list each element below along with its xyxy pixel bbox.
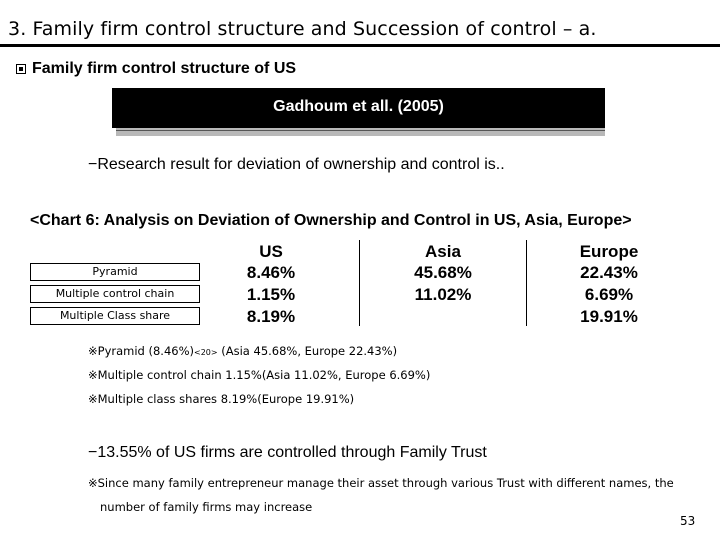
column-divider [359, 240, 360, 326]
cell-chain-us: 1.15% [246, 285, 296, 304]
cell-pyramid-us: 8.46% [246, 263, 296, 282]
cell-class-us: 8.19% [246, 307, 296, 326]
row-label-multiple-control-chain: Multiple control chain [30, 285, 200, 303]
cell-pyramid-asia: 45.68% [414, 263, 472, 282]
page-number: 53 [680, 514, 696, 528]
column-divider [526, 240, 527, 326]
cell-chain-asia: 11.02% [414, 285, 472, 304]
cell-class-europe: 19.91% [580, 307, 638, 326]
column-header-us: US [259, 242, 283, 261]
research-result-point: −Research result for deviation of ownership and control is.. [88, 156, 505, 173]
note-pyramid-text: ※Pyramid (8.46%) [88, 344, 195, 358]
column-header-europe: Europe [579, 242, 639, 261]
trust-note-line2: number of family firms may increase [100, 500, 313, 514]
square-bullet-icon [16, 64, 26, 74]
trust-note-line1: ※Since many family entrepreneur manage their asset through various Trust with different names, the [88, 476, 674, 490]
column-header-asia: Asia [425, 242, 461, 261]
cell-chain-europe: 6.69% [584, 285, 634, 304]
family-trust-point: −13.55% of US firms are controlled through Family Trust [88, 444, 487, 461]
note-multiple-class-shares: ※Multiple class shares 8.19%(Europe 19.91%) [88, 392, 355, 406]
note-pyramid [88, 344, 397, 358]
banner-underline [116, 130, 605, 131]
chart-title: <Chart 6: Analysis on Deviation of Ownership and Control in US, Asia, Europe> [30, 212, 632, 229]
note-pyramid-small: <20> [194, 348, 218, 357]
title-divider [0, 44, 720, 47]
row-label-pyramid: Pyramid [30, 263, 200, 281]
row-label-multiple-class-share: Multiple Class share [30, 307, 200, 325]
note-pyramid-comparison: (Asia 45.68%, Europe 22.43%) [217, 344, 398, 358]
cell-pyramid-europe: 22.43% [580, 263, 638, 282]
source-banner: Gadhoum et all. (2005) [112, 88, 605, 128]
section-subtitle: Family firm control structure of US [32, 60, 297, 77]
note-multiple-control-chain: ※Multiple control chain 1.15%(Asia 11.02%, Europe 6.69%) [88, 368, 431, 382]
slide-title: 3. Family firm control structure and Succession of control – a. [8, 18, 597, 40]
